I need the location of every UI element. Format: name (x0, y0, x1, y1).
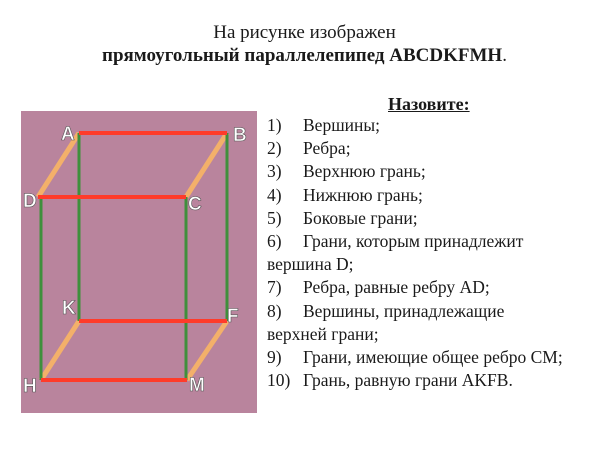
figure-background (21, 111, 257, 413)
task-text: Грани, имеющие общее ребро CM; (303, 347, 563, 368)
task-line (267, 230, 607, 253)
vertex-label-F: F (227, 306, 239, 327)
task-number: 8) (267, 300, 282, 321)
task-line (267, 160, 607, 183)
task-line-continuation (267, 253, 607, 276)
task-line (267, 114, 607, 137)
task-number: 2) (267, 138, 282, 159)
task-number: 1) (267, 115, 282, 135)
task-text: Ребра; (303, 138, 351, 159)
vertex-label-C: C (188, 194, 202, 215)
task-text: Нижнюю грань; (303, 184, 423, 205)
task-line (267, 137, 607, 160)
title-period: . (502, 45, 507, 66)
task-number: 6) (267, 231, 282, 252)
task-number: 3) (267, 161, 282, 182)
vertex-label-K: K (62, 298, 76, 319)
task-number: 4) (267, 184, 282, 205)
task-number: 10) (267, 370, 291, 391)
vertex-label-D: D (23, 191, 37, 212)
title-figure-name: прямоугольный параллелепипед ABCDKFMH (102, 45, 503, 66)
task-number: 7) (267, 277, 282, 298)
task-number: 9) (267, 347, 282, 368)
title-line-2 (0, 45, 609, 67)
task-list (267, 114, 607, 392)
task-text: вершина D; (267, 254, 354, 275)
task-line (267, 276, 607, 299)
task-number: 5) (267, 207, 282, 228)
task-text: Боковые грани; (303, 207, 418, 228)
task-text: верхней грани; (267, 323, 379, 344)
title-line-1: На рисунке изображен (213, 22, 396, 43)
task-heading: Назовите: (388, 94, 470, 114)
task-text: Ребра, равные ребру AD; (303, 277, 490, 298)
vertex-label-B: B (233, 125, 247, 146)
task-line-continuation (267, 323, 607, 346)
task-text: Грань, равную грани AKFB. (303, 370, 513, 391)
task-line (267, 369, 607, 392)
task-line (267, 346, 607, 369)
task-text: Верхнюю грань; (303, 161, 426, 182)
parallelepiped-drawing (21, 111, 257, 413)
task-line (267, 207, 607, 230)
task-line (267, 184, 607, 207)
task-text: Вершины, принадлежащие (303, 300, 505, 321)
task-line (267, 300, 607, 323)
vertex-label-H: H (23, 376, 37, 397)
vertex-label-A: A (61, 124, 75, 145)
parallelepiped-figure (21, 111, 257, 413)
vertex-label-M: M (189, 375, 205, 396)
task-text: Вершины; (303, 115, 381, 135)
task-text: Грани, которым принадлежит (303, 231, 524, 252)
